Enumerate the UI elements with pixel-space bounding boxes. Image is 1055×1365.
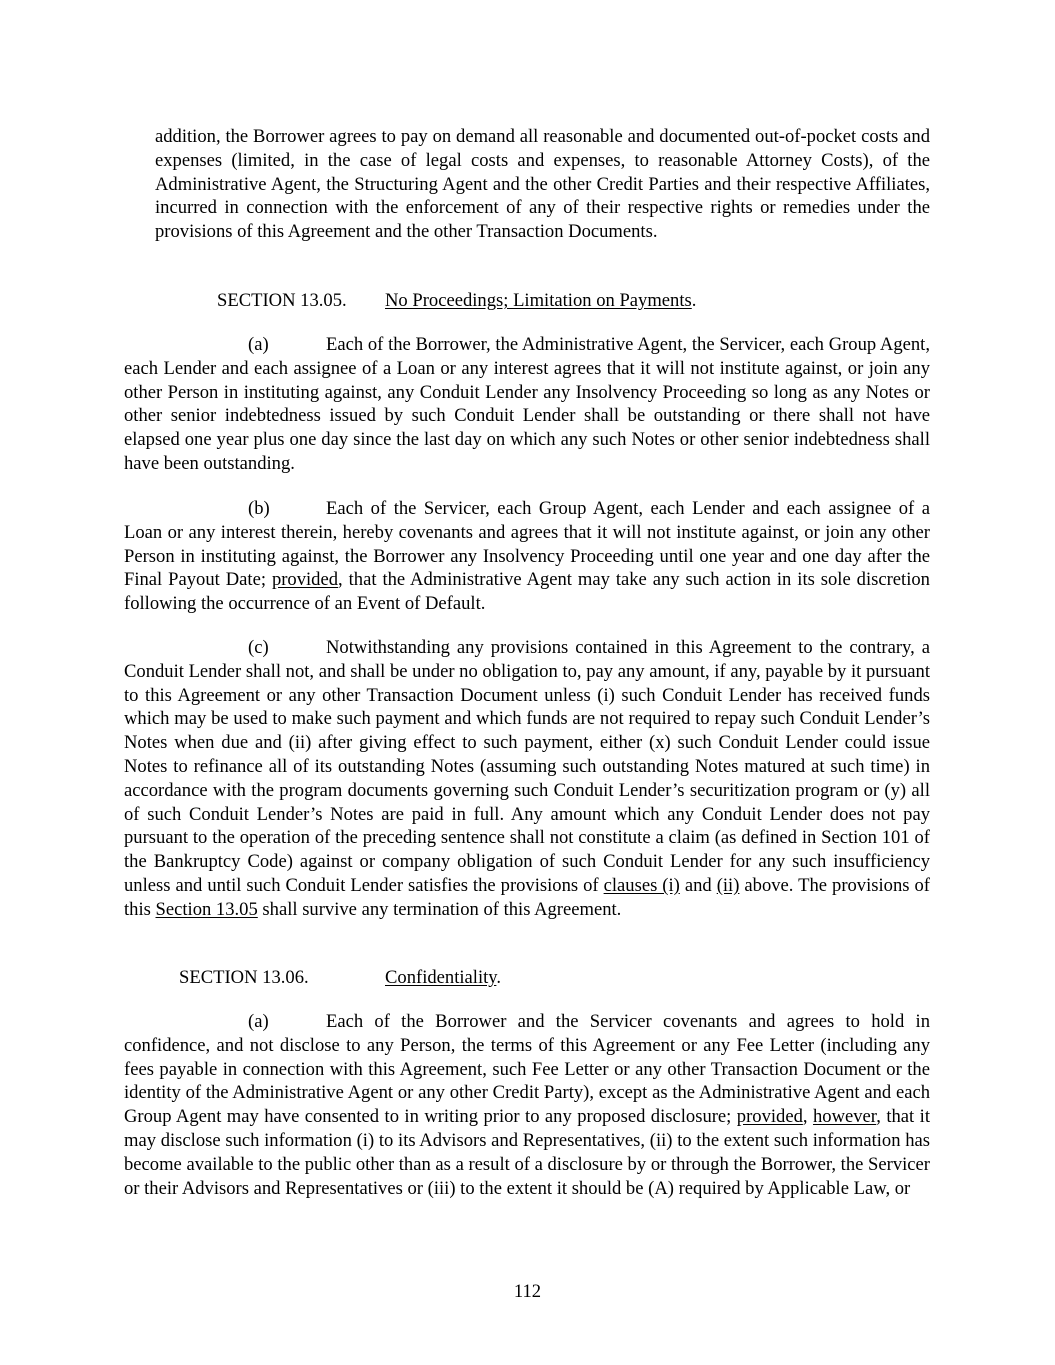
section-title: Confidentiality	[385, 967, 497, 988]
section-title: No Proceedings; Limitation on Payments	[385, 290, 692, 311]
section-13-06-a: (a) Each of the Borrower and the Servicer covenants and agrees to hold in confidence, and not disclose to any Person, the terms of this Agreement or any Fee Letter (including any fees payable in connection with this Agreement, such Fee Letter or any other Transaction Document or the identity of the Administrative Agent or any other Credit Party), except as the Administrative Agent and each Group Agent may have consented to in writing prior to any proposed disclosure; provided, however, that it may disclose such information (i) to its Advisors and Representatives, (ii) to the extent such information has become available to the public other than as a result of a disclosure by or through the Borrower, the Servicer or their Advisors and Representatives or (iii) to the extent it should be (A) required by Applicable Law, or	[124, 1011, 930, 1199]
provided-term: provided	[736, 1106, 803, 1128]
however-term: however	[812, 1106, 877, 1128]
section-number: SECTION 13.06.	[179, 967, 309, 988]
section-number: SECTION 13.05.	[217, 290, 347, 311]
section-13-05-heading: SECTION 13.05. No Proceedings; Limitation on Payments.	[217, 290, 697, 311]
section-reference: Section 13.05	[155, 898, 258, 920]
provided-term: provided	[271, 569, 339, 591]
clause-label: (a)	[248, 334, 269, 355]
clause-i-reference: clauses (i)	[603, 874, 680, 896]
section-13-05-c: (c) Notwithstanding any provisions contained in this Agreement to the contrary, a Conduit Lender shall not, and shall be under no obligation to, pay any amount, if any, payable by it pursuant to this Agreement or any other Transaction Document unless (i) such Conduit Lender has received funds which may be used to make such payment and which funds are not required to repay such Conduit Lender’s Notes when due and (ii) after giving effect to such payment, either (x) such Conduit Lender could issue Notes to refinance all of its outstanding Notes (assuming such outstanding Notes matured at such time) in accordance with the program documents governing such Conduit Lender’s securitization program or (y) all of such Conduit Lender’s Notes are paid in full. Any amount which any Conduit Lender does not pay pursuant to the operation of the preceding sentence shall not constitute a claim (as defined in Section 101 of the Bankruptcy Code) against or company obligation of such Conduit Lender for any such insufficiency unless and until such Conduit Lender satisfies the provisions of clauses (i) and (ii) above. The provisions of this Section 13.05 shall survive any termination of this Agreement.	[124, 637, 930, 920]
clause-label: (a)	[248, 1011, 269, 1032]
clause-label: (c)	[248, 637, 269, 658]
section-13-06-heading: SECTION 13.06. Confidentiality.	[179, 967, 502, 988]
page-number: 112	[513, 1281, 542, 1302]
clause-ii-reference: (ii)	[716, 874, 740, 896]
section-13-05-b: (b) Each of the Servicer, each Group Agent, each Lender and each assignee of a Loan or any interest therein, hereby covenants and agrees that it will not institute against, or join any other Person in instituting against, the Borrower any Insolvency Proceeding until one year and one day after the Final Payout Date; provided, that the Administrative Agent may take any such action in its sole discretion following the occurrence of an Event of Default.	[124, 498, 930, 615]
clause-label: (b)	[248, 498, 270, 519]
section-13-05-a: (a) Each of the Borrower, the Administrative Agent, the Servicer, each Group Agent, each Lender and each assignee of a Loan or any interest agrees that it will not institute against, or join any other Person in instituting against, any Conduit Lender any Insolvency Proceeding so long as any Notes or other senior indebtedness issued by such Conduit Lender shall be outstanding or there shall not have elapsed one year plus one day since the last day on which any such Notes or other senior indebtedness shall have been outstanding.	[124, 334, 930, 474]
continuation-paragraph: addition, the Borrower agrees to pay on demand all reasonable and documented out-of-pocket costs and expenses (limited, in the case of legal costs and expenses, to reasonable Attorney Costs), of the Administrative Agent, the Structuring Agent and the other Credit Parties and their respective Affiliates, incurred in connection with the enforcement of any of their respective rights or remedies under the provisions of this Agreement and the other Transaction Documents.	[155, 126, 930, 243]
